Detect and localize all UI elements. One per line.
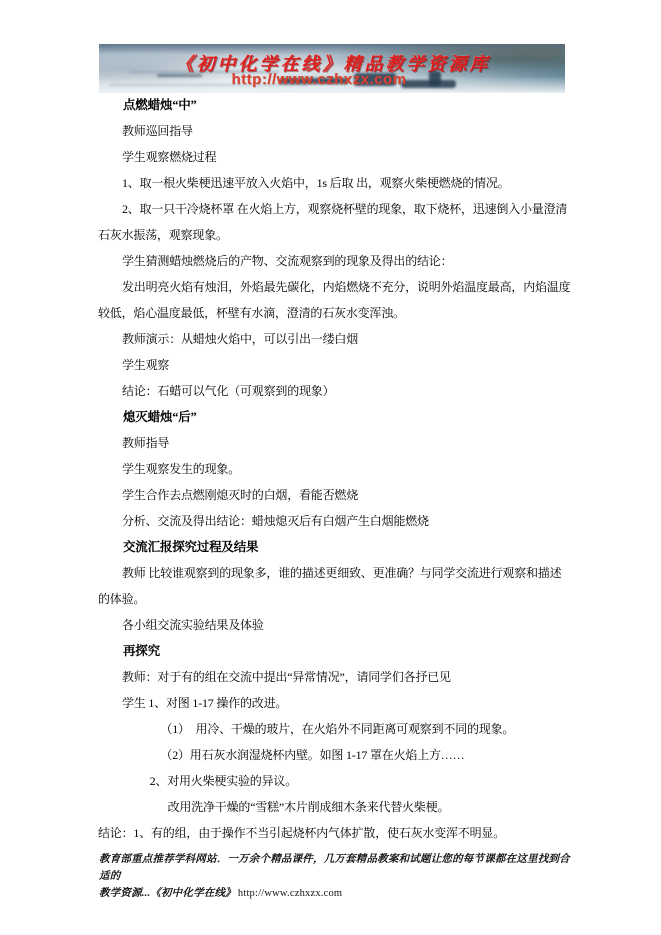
footer: [99, 851, 577, 902]
footer-site-name: 教学资源...《初中化学在线》: [99, 888, 236, 899]
text-line: 结论：1、有的组，由于操作不当引起烧杯内气体扩散，使石灰水变浑不明显。: [98, 826, 506, 840]
text-line: 学生观察发生的现象。: [122, 462, 241, 476]
text-line: 1、取一根火柴梗迅速平放入火焰中，1s 后取 出，观察火柴梗燃烧的情况。: [122, 176, 510, 190]
section-heading: 交流汇报探究过程及结果: [123, 540, 259, 554]
text-line: 2、对用火柴梗实验的异议。: [149, 774, 297, 788]
text-line: 学生合作去点燃刚熄灭时的白烟，看能否燃烧: [122, 488, 359, 502]
section-heading: 点燃蜡烛“中”: [123, 98, 197, 112]
text-line: 学生观察: [122, 358, 170, 372]
text-line: 教师 比较谁观察到的现象多，谁的描述更细致、更准确？与同学交流进行观察和描述: [122, 566, 562, 580]
text-line: （1） 用冷、干燥的玻片，在火焰外不同距离可观察到不同的现象。: [160, 722, 515, 736]
footer-url-link[interactable]: http://www.czhxzx.com: [237, 888, 343, 899]
text-line: 教师巡回指导: [122, 124, 193, 138]
section-heading: 熄灭蜡烛“后”: [123, 410, 197, 424]
text-line: 各小组交流实验结果及体验: [122, 618, 264, 632]
text-line: 教师指导: [122, 436, 170, 450]
text-line: 改用洗净干燥的“雪糕”木片削成细木条来代替火柴梗。: [167, 800, 450, 814]
text-line: 2、取一只干冷烧杯罩 在火焰上方，观察烧杯壁的现象，取下烧杯，迅速倒入小量澄清: [122, 202, 568, 216]
document-body: [98, 92, 571, 846]
section-heading: 再探究: [123, 644, 160, 658]
text-line: 的体验。: [98, 592, 146, 606]
footer-line-1: 教育部重点推荐学科网站．一万余个精品课件，几万套精品教案和试题让您的每节课都在这里找到合适的: [99, 854, 570, 882]
text-line: 学生 1、对图 1-17 操作的改进。: [122, 696, 288, 710]
banner-title: 《初中化学在线》精品教学资源库: [175, 54, 491, 74]
text-line: 学生观察燃烧过程: [122, 150, 217, 164]
text-line: 分析、交流及得出结论：蜡烛熄灭后有白烟产生白烟能燃烧: [122, 514, 429, 528]
text-line: 教师：对于有的组在交流中提出“异常情况”，请同学们各抒已见: [122, 670, 451, 684]
text-line: 石灰水振荡，观察现象。: [98, 228, 228, 242]
text-line: （2）用石灰水润湿烧杯内壁。如图 1-17 罩在火焰上方……: [160, 748, 465, 762]
footer-line-2: [99, 885, 577, 902]
text-line: 学生猜测蜡烛燃烧后的产物、交流观察到的现象及得出的结论：: [122, 254, 453, 268]
banner-url-link[interactable]: http://www.czhxzx.com: [231, 71, 407, 88]
text-line: 教师演示：从蜡烛火焰中，可以引出一缕白烟: [122, 332, 359, 346]
text-line: 结论：石蜡可以气化（可观察到的现象）: [122, 384, 335, 398]
header-banner: [99, 44, 565, 93]
text-line: 发出明亮火焰有烛泪，外焰最先碳化，内焰燃烧不充分，说明外焰温度最高，内焰温度: [122, 280, 571, 294]
text-line: 较低，焰心温度最低，杯壁有水滴，澄清的石灰水变浑浊。: [98, 306, 405, 320]
